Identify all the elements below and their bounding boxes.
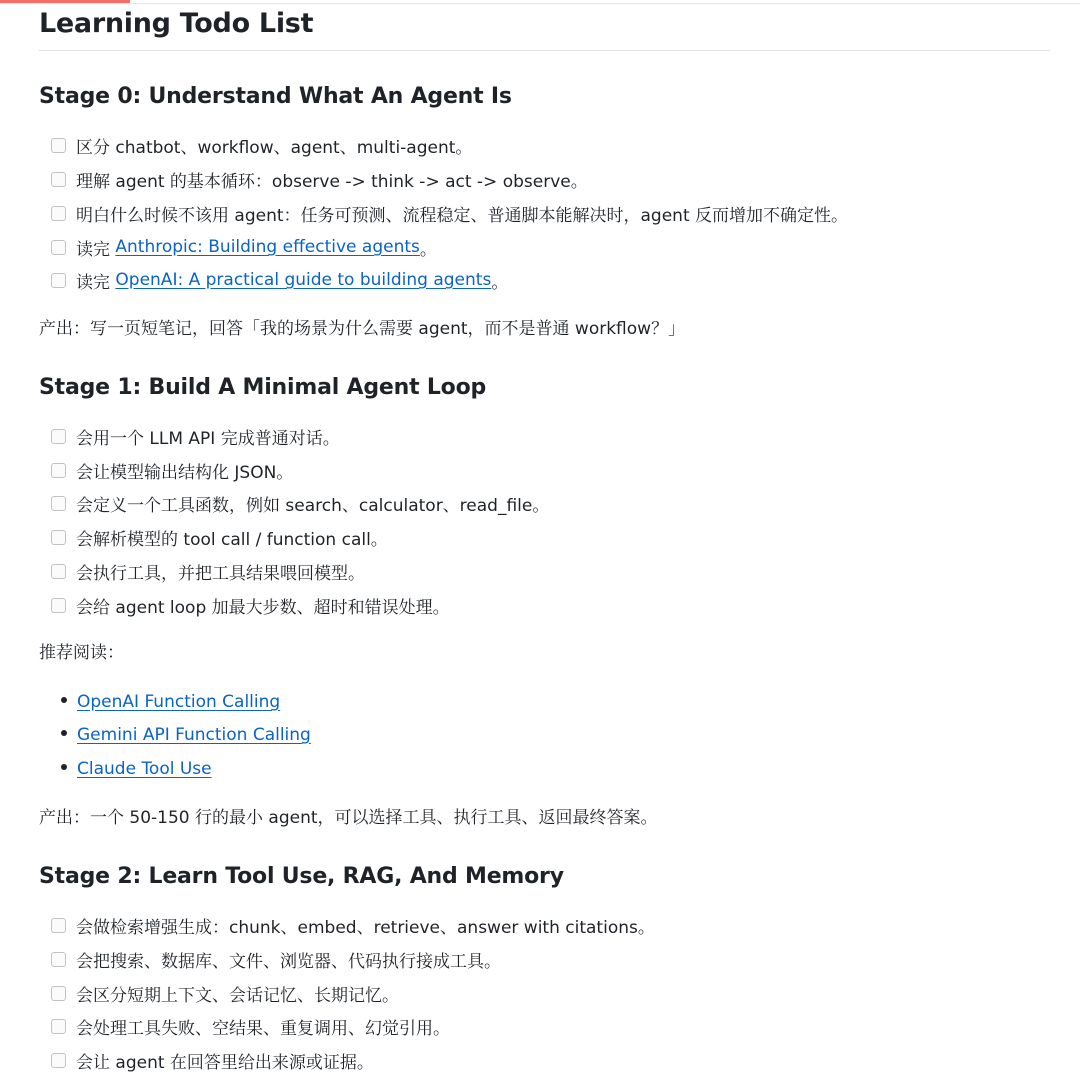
list-item [61,687,280,717]
task-checkbox[interactable] [51,1053,66,1068]
stage1-task-5 [51,556,365,586]
stage1-task-4 [51,522,388,552]
gemini-function-calling-link[interactable]: Gemini API Function Calling [77,725,311,745]
stage2-heading: Stage 2: Learn Tool Use, RAG, And Memory [39,864,564,889]
task-checkbox[interactable] [51,918,66,933]
stage0-task-1 [51,130,472,160]
stage1-task-3 [51,488,549,518]
task-text: 会解析模型的 tool call / function call。 [76,529,388,550]
task-text: 明白什么时候不该用 agent：任务可预测、流程稳定、普通脚本能解决时，agent 反而增加不确定性。 [76,205,849,226]
task-checkbox[interactable] [51,986,66,1001]
task-text: 会执行工具，并把工具结果喂回模型。 [76,563,365,584]
task-checkbox[interactable] [51,138,66,153]
task-checkbox[interactable] [51,463,66,478]
task-prefix: 读完 [76,272,116,293]
stage1-task-1 [51,421,340,451]
task-text: 区分 chatbot、workflow、agent、multi-agent。 [76,137,473,158]
task-text: 会做检索增强生成：chunk、embed、retrieve、answer with citations。 [76,917,655,938]
task-text: 会把搜索、数据库、文件、浏览器、代码执行接成工具。 [76,951,501,972]
task-text: 会让 agent 在回答里给出来源或证据。 [76,1052,374,1073]
stage0-task-3 [51,198,848,228]
task-text: 会用一个 LLM API 完成普通对话。 [76,428,340,449]
task-checkbox[interactable] [51,952,66,967]
task-checkbox[interactable] [51,496,66,511]
stage0-task-5 [51,265,508,295]
top-divider [0,3,1080,4]
bullet-icon [61,697,67,703]
stage2-task-1 [51,910,655,940]
reading-label: 推荐阅读： [39,643,124,663]
stage2-task-3 [51,978,399,1008]
task-checkbox[interactable] [51,530,66,545]
title-divider [39,50,1050,51]
task-suffix: 。 [491,272,509,293]
stage0-output: 产出：写一页短笔记，回答「我的场景为什么需要 agent，而不是普通 workflow？」 [39,319,686,339]
task-checkbox[interactable] [51,598,66,613]
task-text: 会给 agent loop 加最大步数、超时和错误处理。 [76,597,450,618]
stage0-task-2 [51,164,588,194]
task-checkbox[interactable] [51,564,66,579]
stage0-heading: Stage 0: Understand What An Agent Is [39,84,512,109]
stage1-heading: Stage 1: Build A Minimal Agent Loop [39,375,487,400]
task-text: 会定义一个工具函数，例如 search、calculator、read_file。 [76,495,550,516]
task-text: 理解 agent 的基本循环：observe -> think -> act -> observe。 [76,171,588,192]
task-text: 会让模型输出结构化 JSON。 [76,462,294,483]
stage2-task-2 [51,944,501,974]
task-checkbox[interactable] [51,172,66,187]
task-text: 会处理工具失败、空结果、重复调用、幻觉引用。 [76,1018,450,1039]
stage1-task-2 [51,455,293,485]
stage0-task-4 [51,232,437,262]
task-suffix: 。 [419,239,437,260]
list-item [61,720,311,750]
stage1-task-6 [51,590,450,620]
stage1-output: 产出：一个 50-150 行的最小 agent，可以选择工具、执行工具、返回最终答案。 [39,808,658,828]
task-checkbox[interactable] [51,273,66,288]
task-checkbox[interactable] [51,429,66,444]
openai-agents-guide-link[interactable]: OpenAI: A practical guide to building agents [115,270,492,290]
claude-tool-use-link[interactable]: Claude Tool Use [77,759,212,779]
bullet-icon [61,730,67,736]
task-text: 会区分短期上下文、会话记忆、长期记忆。 [76,985,399,1006]
stage2-task-4 [51,1011,450,1041]
stage2-task-5 [51,1045,374,1075]
openai-function-calling-link[interactable]: OpenAI Function Calling [77,692,281,712]
task-prefix: 读完 [76,239,116,260]
task-checkbox[interactable] [51,1019,66,1034]
list-item [61,754,212,784]
bullet-icon [61,764,67,770]
anthropic-agents-link[interactable]: Anthropic: Building effective agents [115,237,420,257]
task-checkbox[interactable] [51,206,66,221]
page-title: Learning Todo List [39,8,314,39]
task-checkbox[interactable] [51,240,66,255]
